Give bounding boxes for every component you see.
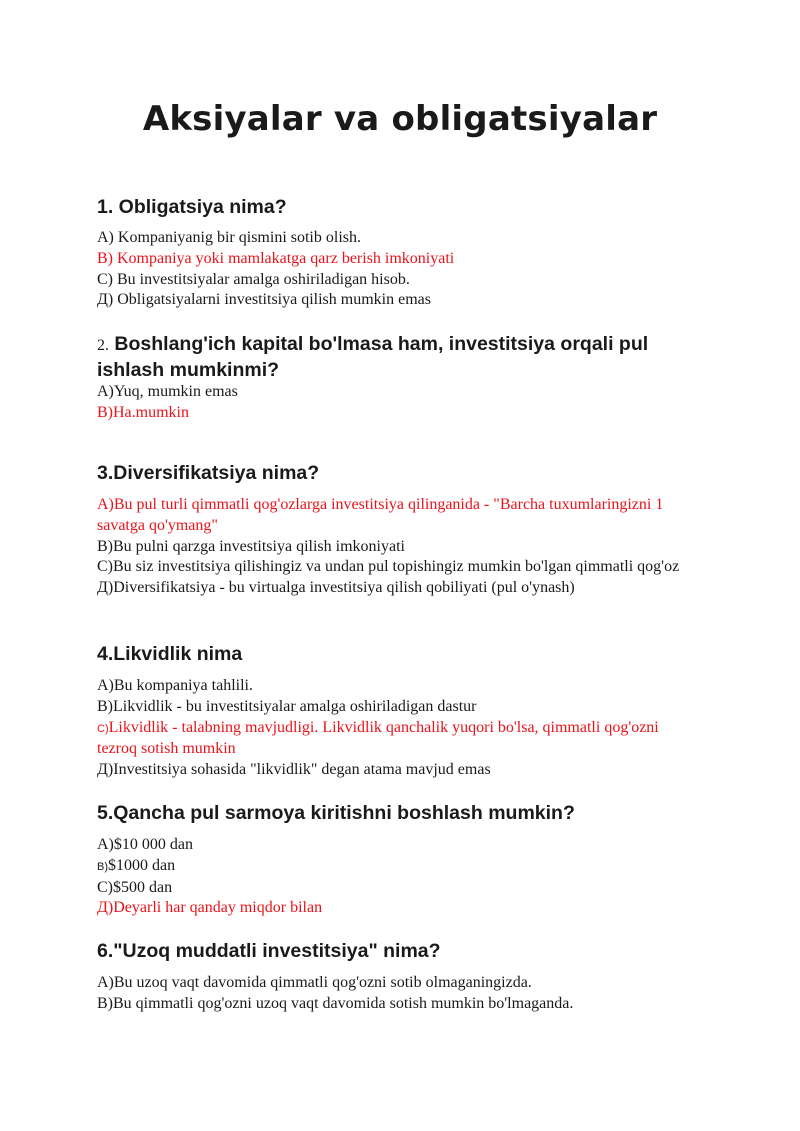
question-5 (97, 801, 697, 919)
question-heading: 6."Uzoq muddatli investitsiya" nima? (97, 940, 441, 962)
option-text: $1000 dan (108, 856, 176, 874)
answer-option: A) Kompaniyanig bir qismini sotib olish. (97, 229, 361, 246)
question-number: 2. (97, 337, 109, 354)
question-4 (97, 642, 697, 781)
answer-option-correct: B) Kompaniya yoki mamlakatga qarz berish imkoniyati (97, 249, 455, 267)
option-prefix: B) (97, 860, 108, 873)
answer-option: A)Bu kompaniya tahlili. (97, 677, 253, 694)
question-1 (97, 195, 697, 311)
answer-option: C)Bu siz investitsiya qilishingiz va undan pul topishingiz mumkin bo'lgan qimmatli qog'oz (97, 558, 680, 576)
answer-option-correct (97, 718, 697, 761)
question-heading: 4.Likvidlik nima (97, 643, 243, 665)
answer-option-correct: Д)Deyarli har qanday miqdor bilan (97, 899, 323, 917)
answer-option: A)$10 000 dan (97, 836, 193, 853)
question-heading: 5.Qancha pul sarmoya kiritishni boshlash mumkin? (97, 802, 575, 824)
question-heading (97, 332, 697, 382)
question-3 (97, 461, 697, 599)
answer-option: C)$500 dan (97, 878, 173, 896)
question-2 (97, 332, 697, 424)
option-prefix: C) (97, 722, 109, 735)
answer-option: Д)Investitsiya sohasida "likvidlik" degan atama mavjud emas (97, 761, 491, 779)
answer-option: A)Yuq, mumkin emas (97, 383, 238, 400)
question-heading: 3.Diversifikatsiya nima? (97, 462, 320, 484)
question-6 (97, 939, 697, 1015)
answer-option-correct: A)Bu pul turli qimmatli qog'ozlarga investitsiya qilinganida - "Barcha tuxumlaringizni 1 savatga qo'ymang" (97, 496, 664, 534)
answer-option: Д)Diversifikatsiya - bu virtualga investitsiya qilish qobiliyati (pul o'ynash) (97, 579, 575, 597)
answer-option: C) Bu investitsiyalar amalga oshiriladigan hisob. (97, 270, 410, 288)
question-heading: 1. Obligatsiya nima? (97, 196, 287, 218)
answer-option: Д) Obligatsiyalarni investitsiya qilish mumkin emas (97, 291, 431, 309)
answer-option: B)Likvidlik - bu investitsiyalar amalga oshiriladigan dastur (97, 697, 477, 715)
answer-option-correct: B)Ha.mumkin (97, 403, 189, 421)
answer-option: A)Bu uzoq vaqt davomida qimmatli qog'ozni sotib olmaganingizda. (97, 974, 532, 991)
document-title: Aksiyalar va obligatsiyalar (142, 99, 658, 139)
option-text: Likvidlik - talabning mavjudligi. Likvidlik qanchalik yuqori bo'lsa, qimmatli qog'ozni tezroq sotish mumkin (97, 718, 659, 758)
question-heading-text: Boshlang'ich kapital bo'lmasa ham, investitsiya orqali pul ishlash mumkinmi? (97, 333, 649, 381)
answer-option: B)Bu pulni qarzga investitsiya qilish imkoniyati (97, 537, 405, 555)
answer-option: B)Bu qimmatli qog'ozni uzoq vaqt davomida sotish mumkin bo'lmaganda. (97, 994, 574, 1012)
answer-option (97, 856, 697, 878)
